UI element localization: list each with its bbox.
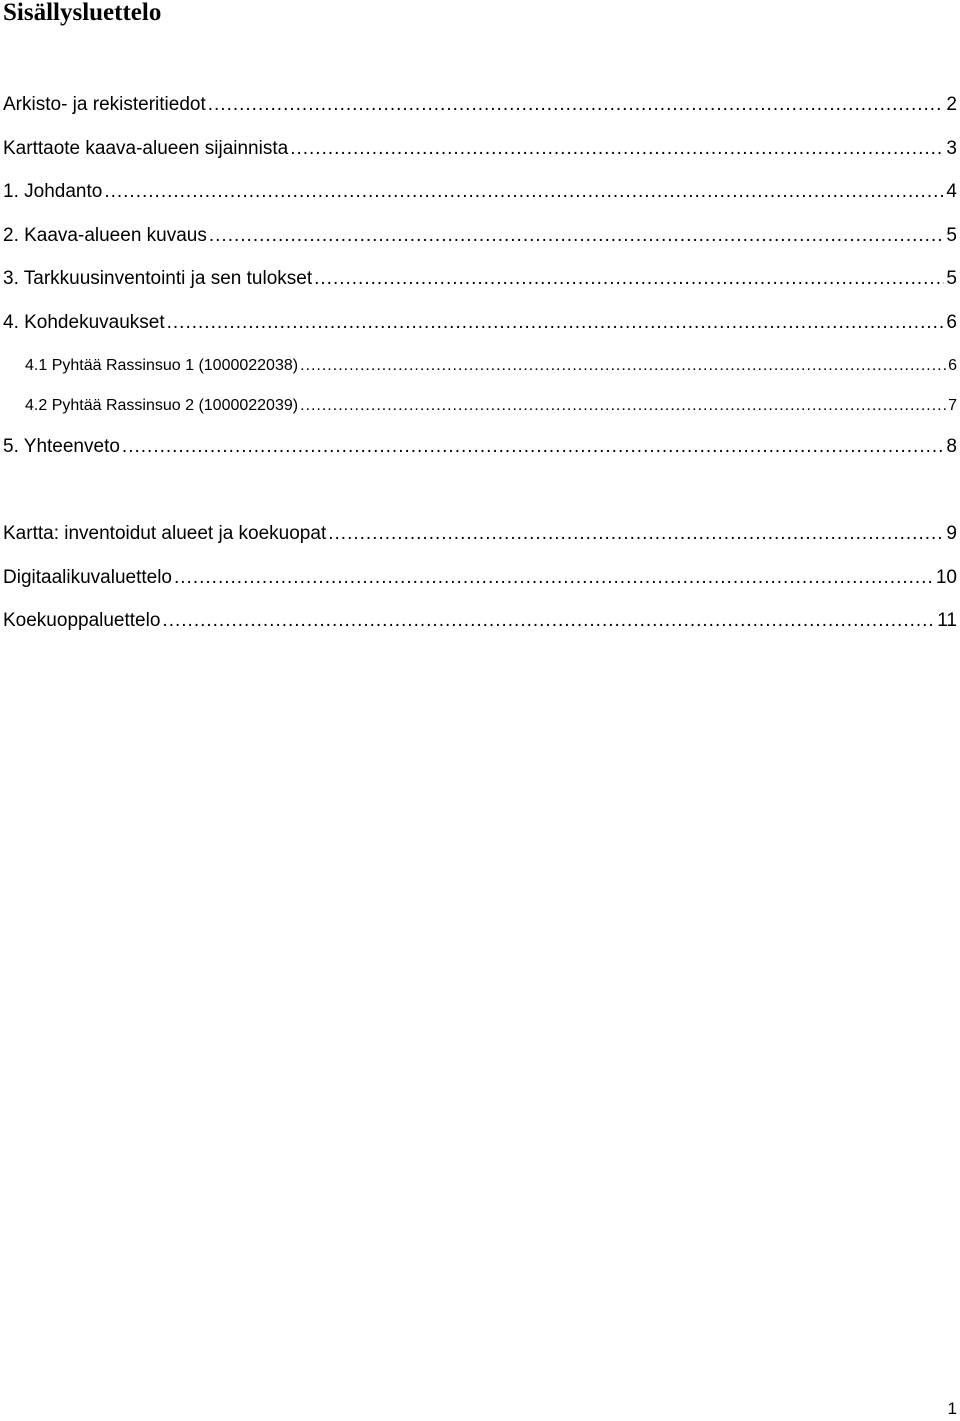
- toc-entry-page: 5: [946, 268, 957, 289]
- toc-dot-leader: [208, 93, 945, 117]
- toc-entry-page: 2: [946, 94, 957, 115]
- toc-dot-leader: [122, 435, 945, 459]
- toc-dot-leader: [167, 311, 945, 335]
- toc-entry-page: 10: [935, 567, 957, 588]
- toc-dot-leader: [104, 180, 944, 204]
- toc-entry-label: 4. Kohdekuvaukset: [3, 312, 165, 333]
- toc-entry-page: 5: [946, 225, 957, 246]
- toc-entry-arkisto[interactable]: [3, 93, 957, 117]
- toc-entry-page: 11: [937, 610, 957, 631]
- toc-dot-leader: [314, 267, 944, 291]
- toc-entry-label: Arkisto- ja rekisteritiedot: [3, 94, 206, 115]
- toc-entry-kaava-alueen-kuvaus[interactable]: [3, 224, 957, 248]
- toc-dot-leader: [162, 609, 935, 633]
- footer-page-number: 1: [947, 1399, 957, 1418]
- toc-entry-label: Koekuoppaluettelo: [3, 610, 161, 631]
- toc-entry-page: 3: [946, 138, 957, 159]
- toc-entry-label: 3. Tarkkuusinventointi ja sen tulokset: [3, 268, 313, 289]
- toc-entry-kartta[interactable]: [3, 522, 957, 546]
- toc-dot-leader: [174, 566, 934, 590]
- toc-entry-label: 4.1 Pyhtää Rassinsuo 1 (1000022038): [25, 357, 299, 374]
- toc-entry-tarkkuusinventointi[interactable]: [3, 267, 957, 291]
- toc-entry-johdanto[interactable]: [3, 180, 957, 204]
- toc-dot-leader: [300, 395, 946, 417]
- toc-entry-label: Kartta: inventoidut alueet ja koekuopat: [3, 523, 327, 544]
- toc-entry-page: 7: [948, 397, 957, 414]
- page-title: Sisällysluettelo: [3, 0, 162, 26]
- toc-entry-page: 6: [946, 312, 957, 333]
- toc-dot-leader: [328, 522, 944, 546]
- toc-entry-label: 1. Johdanto: [3, 181, 103, 202]
- toc-dot-leader: [209, 224, 945, 248]
- toc-dot-leader: [290, 137, 944, 161]
- toc-entry-label: Karttaote kaava-alueen sijainnista: [3, 138, 289, 159]
- toc-entry-digitaalikuvaluettelo[interactable]: [3, 566, 957, 590]
- toc-entry-page: 6: [948, 357, 957, 374]
- toc-entry-yhteenveto[interactable]: [3, 435, 957, 459]
- toc-entry-kohdekuvaukset[interactable]: [3, 311, 957, 335]
- toc-entry-label: Digitaalikuvaluettelo: [3, 567, 172, 588]
- toc-entry-koekuoppaluettelo[interactable]: [3, 609, 957, 633]
- toc-entry-rassinsuo-2[interactable]: [25, 395, 957, 417]
- toc-dot-leader: [300, 355, 946, 377]
- toc-entry-rassinsuo-1[interactable]: [25, 355, 957, 377]
- toc-entry-page: 8: [946, 436, 957, 457]
- toc-entry-karttaote[interactable]: [3, 137, 957, 161]
- toc-entry-page: 4: [946, 181, 957, 202]
- toc-entry-label: 5. Yhteenveto: [3, 436, 120, 457]
- toc-entry-label: 4.2 Pyhtää Rassinsuo 2 (1000022039): [25, 397, 299, 414]
- toc-entry-page: 9: [946, 523, 957, 544]
- toc-entry-label: 2. Kaava-alueen kuvaus: [3, 225, 207, 246]
